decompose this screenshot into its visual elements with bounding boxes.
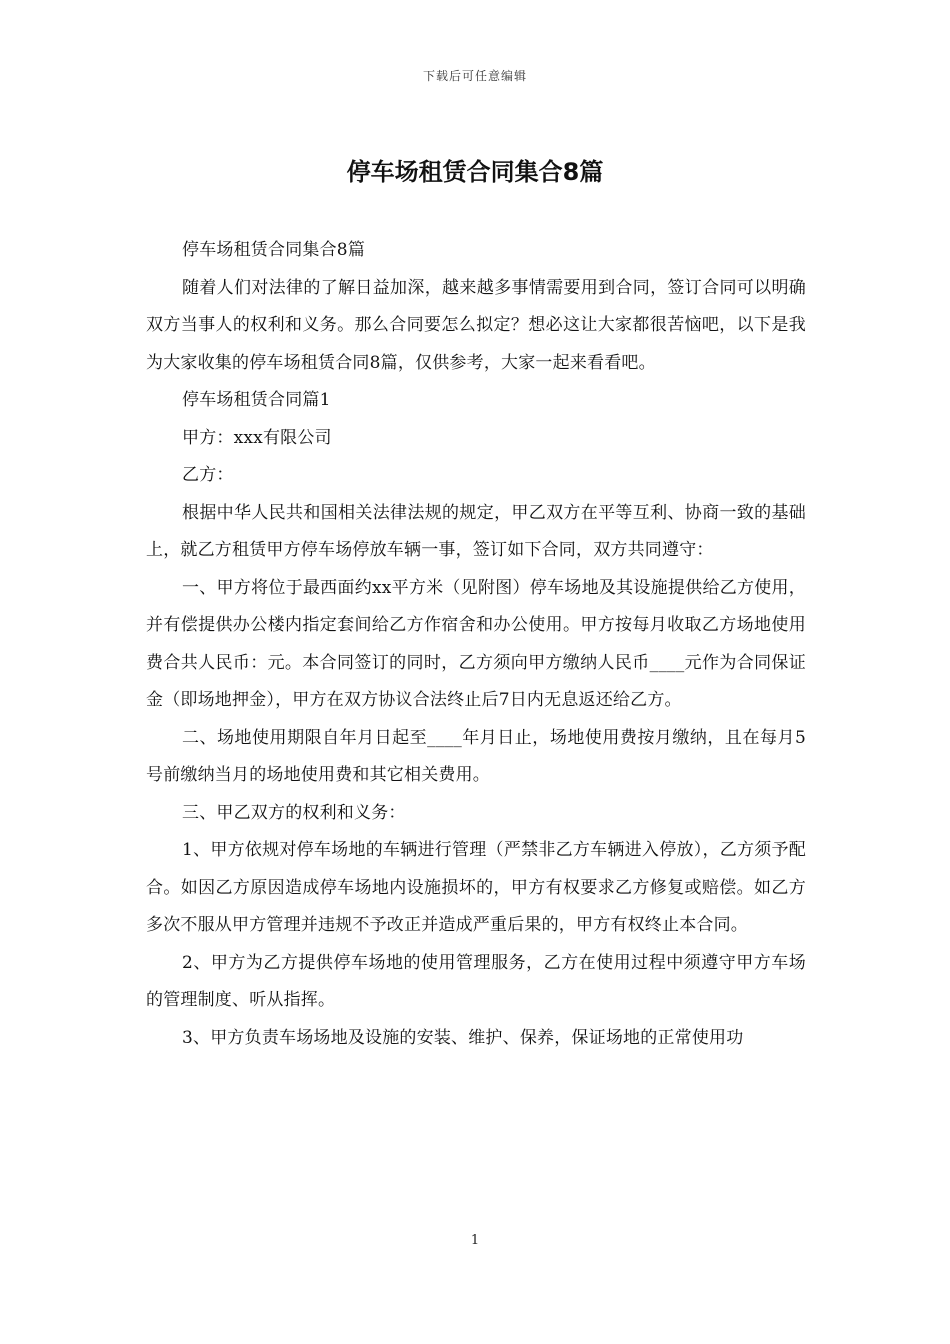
paragraph-party-b: 乙方： (182, 465, 234, 485)
header-note: 下载后可任意编辑 (422, 69, 527, 83)
paragraph-item-3: 3、甲方负责车场场地及设施的安装、维护、保养，保证场地的正常使用功 (182, 1027, 744, 1048)
paragraph-preamble: 根据中华人民共和国相关法律法规的规定，甲乙双方在平等互利、协商一致的基础上，就乙方租赁甲方停车场停放车辆一事，签订如下合同，双方共同遵守： (146, 502, 806, 560)
paragraph-section-heading: 停车场租赁合同篇1 (182, 390, 331, 410)
paragraph-party-a: 甲方：xxx有限公司 (182, 427, 332, 448)
paragraph-clause-1: 一、甲方将位于最西面约xx平方米（见附图）停车场地及其设施提供给乙方使用，并有偿提供办公楼内指定套间给乙方作宿舍和办公使用。甲方按每月收取乙方场地使用费合共人民币：元。本合同签订的同时，乙方须向甲方缴纳人民币____元作为合同保证金（即场地押金），甲方在双方协议合法终止后7日内无息返还给乙方。 (146, 577, 806, 710)
paragraph-intro: 随着人们对法律的了解日益加深，越来越多事情需要用到合同，签订合同可以明确双方当事人的权利和义务。那么合同要怎么拟定？想必这让大家都很苦恼吧，以下是我为大家收集的停车场租赁合同8篇，仅供参考，大家一起来看看吧。 (146, 277, 806, 373)
paragraph-subtitle: 停车场租赁合同集合8篇 (182, 240, 366, 260)
paragraph-clause-2: 二、场地使用期限自年月日起至____年月日止，场地使用费按月缴纳，且在每月5号前缴纳当月的场地使用费和其它相关费用。 (146, 727, 806, 785)
page-number: 1 (470, 1233, 480, 1248)
paragraph-item-1: 1、甲方依规对停车场地的车辆进行管理（严禁非乙方车辆进入停放），乙方须予配合。如因乙方原因造成停车场地内设施损坏的，甲方有权要求乙方修复或赔偿。如乙方多次不服从甲方管理并违规不予改正并造成严重后果的，甲方有权终止本合同。 (146, 840, 806, 935)
document-body (146, 232, 806, 1057)
paragraph-clause-3: 三、甲乙双方的权利和义务： (182, 802, 406, 823)
paragraph-item-2: 2、甲方为乙方提供停车场地的使用管理服务，乙方在使用过程中须遵守甲方车场的管理制度、听从指挥。 (146, 952, 806, 1010)
document-title: 停车场租赁合同集合8篇 (346, 158, 604, 186)
